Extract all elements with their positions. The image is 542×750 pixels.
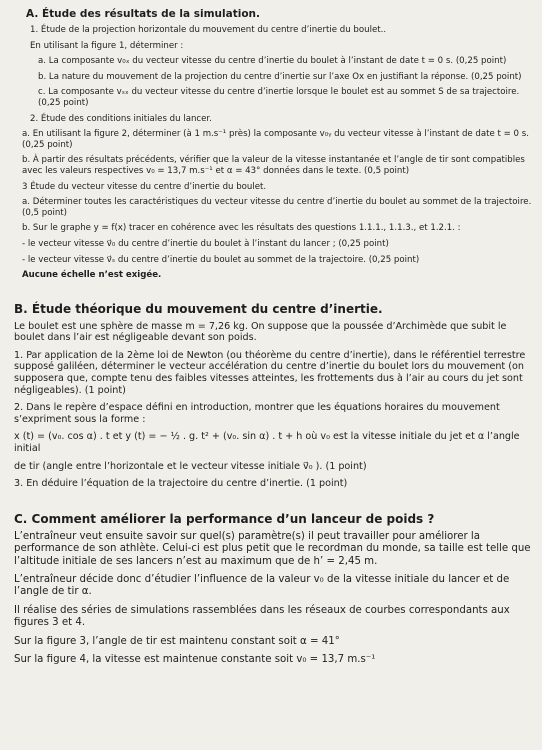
a-q1-intro: En utilisant la figure 1, déterminer : (30, 40, 184, 51)
section-a-title: A. Étude des résultats de la simulation. (26, 8, 260, 20)
c-paragraph-2: L’entraîneur décide donc d’étudier l’influence de la valeur v₀ de la vitesse initiale du lancer et de l’angle de tir α. (14, 574, 510, 598)
c-paragraph-5: Sur la figure 4, la vitesse est maintenue constante soit v₀ = 13,7 m.s⁻¹ (14, 654, 376, 666)
b-question-2: 2. Dans le repère d’espace défini en introduction, montrer que les équations horaires du mouvement s’expriment sous la forme : (14, 402, 500, 425)
a-q2a: a. En utilisant la figure 2, déterminer (à 1 m.s⁻¹ près) la composante v₀ᵧ du vecteur vitesse à l’instant de date t = 0 s. (0,25 point) (22, 129, 529, 150)
a-q1c: c. La composante vₛₓ du vecteur vitesse du centre d’inertie lorsque le boulet est au sommet S de sa trajectoire. (0,25 point) (38, 87, 520, 108)
a-q3b: b. Sur le graphe y = f(x) tracer en cohérence avec les résultats des questions 1.1.1., 1.1.3., et 1.2.1. : (22, 223, 461, 234)
b-question-3: 3. En déduire l’équation de la trajectoire du centre d’inertie. (1 point) (14, 478, 348, 490)
a-question-1: 1. Étude de la projection horizontale du mouvement du centre d’inertie du boulet.. (30, 25, 387, 35)
c-paragraph-3: Il réalise des séries de simulations rassemblées dans les réseaux de courbes correspondants aux figures 3 et 4. (14, 604, 510, 629)
b-equations-continued: de tir (angle entre l’horizontale et le vecteur vitesse initiale v⃗₀ ). (1 point) (14, 460, 367, 472)
a-q2b: b. À partir des résultats précédents, vérifier que la valeur de la vitesse instantanée et l’angle de tir sont compatibles avec les valeurs respectives v₀ = 13,7 m.s⁻¹ et α = 43° données dans le texte. (0,5 point) (22, 155, 525, 176)
a-q3a: a. Déterminer toutes les caractéristiques du vecteur vitesse du centre d’inertie du boulet au sommet de la trajectoire. (0,5 point) (22, 197, 532, 218)
c-paragraph-1: L’entraîneur veut ensuite savoir sur quel(s) paramètre(s) il peut travailler pour améliorer la performance de son athlète. Celui-ci est plus petit que le recordman du monde, sa taille est telle que l’altitude initiale de ses lancers n’est au maximum que de h’ = 2,45 m. (14, 530, 531, 567)
b-equations: x (t) = (v₀. cos α) . t et y (t) = − ½ . g. t² + (v₀. sin α) . t + h où v₀ est la vitesse initiale du jet et α l’angle initial (14, 431, 520, 455)
b-intro: Le boulet est une sphère de masse m = 7,26 kg. On suppose que la poussée d’Archimède que subit le boulet dans l’air est négligeable devant son poids. (14, 320, 507, 344)
c-paragraph-4: Sur la figure 3, l’angle de tir est maintenu constant soit α = 41° (14, 635, 340, 647)
a-q1a: a. La composante v₀ₓ du vecteur vitesse du centre d’inertie du boulet à l’instant de date t = 0 s. (0,25 point) (38, 56, 507, 67)
b-question-1: 1. Par application de la 2ème loi de Newton (ou théorème du centre d’inertie), dans le référentiel terrestre supposé galiléen, déterminer le vecteur accélération du centre d’inertie du boulet lors du mouvement (on supposera que, compte tenu des faibles vitesses atteintes, les frottements dus à l’air au cours du jet sont négligeables). (1 point) (14, 349, 526, 396)
a-note: Aucune échelle n’est exigée. (22, 270, 162, 281)
a-q3b-item-1: - le vecteur vitesse v⃗₀ du centre d’inertie du boulet à l’instant du lancer ; (0,25 point) (22, 238, 389, 249)
section-b-title: B. Étude théorique du mouvement du centre d’inertie. (14, 301, 383, 316)
a-q1b: b. La nature du mouvement de la projection du centre d’inertie sur l’axe Ox en justifiant la réponse. (0,25 point) (38, 71, 522, 82)
section-c-title: C. Comment améliorer la performance d’un lanceur de poids ? (14, 511, 435, 526)
a-question-3: 3 Étude du vecteur vitesse du centre d’inertie du boulet. (22, 181, 267, 192)
a-q3b-item-2: - le vecteur vitesse v⃗ₛ du centre d’inertie du boulet au sommet de la trajectoire. (0,25 point) (22, 254, 420, 265)
a-question-2: 2. Étude des conditions initiales du lancer. (30, 113, 212, 124)
